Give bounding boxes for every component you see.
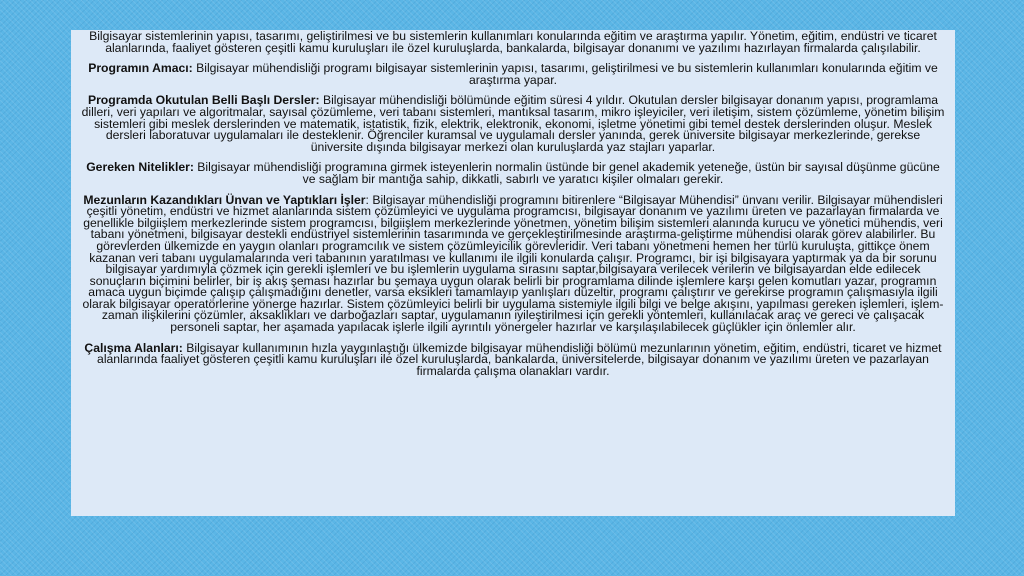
intro-text: Bilgisayar sistemlerinin yapısı, tasarımı, geliştirilmesi ve bu sistemlerin kullanımları konularında eğitim ve araştırma yapılır. Yönetim, eğitim, endüstri ve ticaret alanlarında, faaliyet gösteren çeşitli kamu kuruluşları ile özel kuruluşlarda, bankalarda, bilgisayar donanımı ve yazılımı hazırlayan firmalarda çalışılabilir. <box>89 30 937 55</box>
section-body: Bilgisayar mühendisliği programı bilgisayar sistemlerinin yapısı, tasarımı, geliştirilmesi ve bu sistemlerin kullanımları konularında eğitim ve araştırma yapar. <box>192 61 938 87</box>
section-body: : Bilgisayar mühendisliği programını bitirenlere “Bilgisayar Mühendisi” ünvanı verilir. Bilgisayar mühendisleri çeşitli yönetim, endüstri ve hizmet alanlarında sistem çözümleyici ve uygulama programcısı, bilgisayar donanım ve yazılımı üreten ve pazarlayan firmalarda ve genellikle bilgiişlem merkezlerinde sistem programcısı, bilgiişlem merkezlerinde yönetmen, yönetim bilişim sistemleri alanında kurucu ve yönetici mühendis, veri tabanı yönetmeni, bilgisayar destekli endüstriyel sistemlerinin tasarımında ve gerçekleştirilmesinde araştırma-geliştirme mühendisi olarak görev alabilirler. Bu görevlerden ülkemizde en yaygın olanları programcılık ve sistem çözümleyicilik görevleridir. Veri tabanı yönetmeni hemen her türlü kuruluşta, gittikçe önem kazanan veri tabanı uygulamalarında veri tabanının yaratılması ve kullanımı ile ilgili konularda çalışır. Programcı, bir işi bilgisayara yaptırmak ya da bir sorunu bilgisayar yardımıyla çözmek için gerekli işlemleri ve bu işlemlerin uygulama sırasını saptar,bilgisayara verilecek verilerin ve bilgisayardan elde edilecek sonuçların biçimini belirler, bir iş akış şeması hazırlar bu şemaya uygun olarak belirli bir programlama dilinde işlemlere karşı gelen komutları yazar, programın amaca uygun biçimde çalışıp çalışmadığını denetler, varsa eksikleri tamamlayıp yanlışları düzeltir, programı çalıştırır ve gerekirse programın çalışmasıyla ilgili olarak bilgisayar operatörlerine yönerge hazırlar. Sistem çözümleyici belirli bir uygulama sistemiyle ilgili bilgi ve belge akışını, yapılması gereken işlemleri, işlem-zaman ilişkilerini çözümler, aksaklıkları ve darboğazları saptar, uygulamanın iyileştirilmesi için gerekli yöntemleri, kullanılacak araç ve gereci ve çalışacak personeli saptar, her aşamada yapılacak işlerle ilgili ayrıntılı yönergeler hazırlar ve karşılaşılabilecek güçlükler için önlemler alır. <box>82 192 944 335</box>
section-main-courses <box>80 95 946 153</box>
section-program-purpose <box>80 63 946 86</box>
section-heading: Programda Okutulan Belli Başlı Dersler: <box>87 93 320 108</box>
section-heading: Gereken Nitelikler: <box>86 160 194 175</box>
section-heading: Programın Amacı: <box>88 61 193 76</box>
section-heading: Mezunların Kazandıkları Ünvan ve Yaptıkları İşler <box>83 192 366 207</box>
section-body: Bilgisayar mühendisliği bölümünde eğitim süresi 4 yıldır. Okutulan dersler bilgisayar donanım yapısı, programlama dilleri, veri yapıları ve algoritmalar, sayısal çözümleme, veri tabanı sistemleri, mantıksal tasarım, mikro işleyiciler, veri iletişim, sistem çözümleme, yönetim bilişim sistemleri gibi meslek derslerinden ve matematik, istatistik, fizik, elektrik, elektronik, ekonomi, işletme yönetimi gibi temel destek derslerinden oluşur. Meslek dersleri laboratuvar uygulamaları ile desteklenir. Öğrenciler kuramsal ve uygulamalı dersler yanında, gerek üniversite bilgisayar merkezlerinde, gerekse üniversite dışında bilgisayar merkezi olan kuruluşlarda yaz stajları yaparlar. <box>81 93 945 154</box>
section-graduate-titles-jobs <box>80 192 946 335</box>
section-work-areas <box>80 340 946 378</box>
section-required-qualities <box>80 162 946 185</box>
section-body: Bilgisayar kullanımının hızla yaygınlaştığı ülkemizde bilgisayar mühendisliği bölümü mezunlarının yönetim, eğitim, endüstri, ticaret ve hizmet alanlarında faaliyet gösteren çeşitli kamu kuruluşları ile özel kuruluşlarda, bankalarda, üniversitelerde, bilgisayar donanım ve yazılımı üreten ve pazarlayan firmalarda çalışma olanakları vardır. <box>97 340 942 378</box>
section-heading: Çalışma Alanları: <box>84 340 183 355</box>
section-body: Bilgisayar mühendisliği programına girmek isteyenlerin normalin üstünde bir genel akademik yeteneğe, üstün bir sayısal düşünme gücüne ve sağlam bir mantığa sahip, dikkatli, sabırlı ve yaratıcı kişiler olmaları gerekir. <box>193 160 940 186</box>
content-panel <box>71 30 955 516</box>
intro-paragraph <box>80 31 946 54</box>
